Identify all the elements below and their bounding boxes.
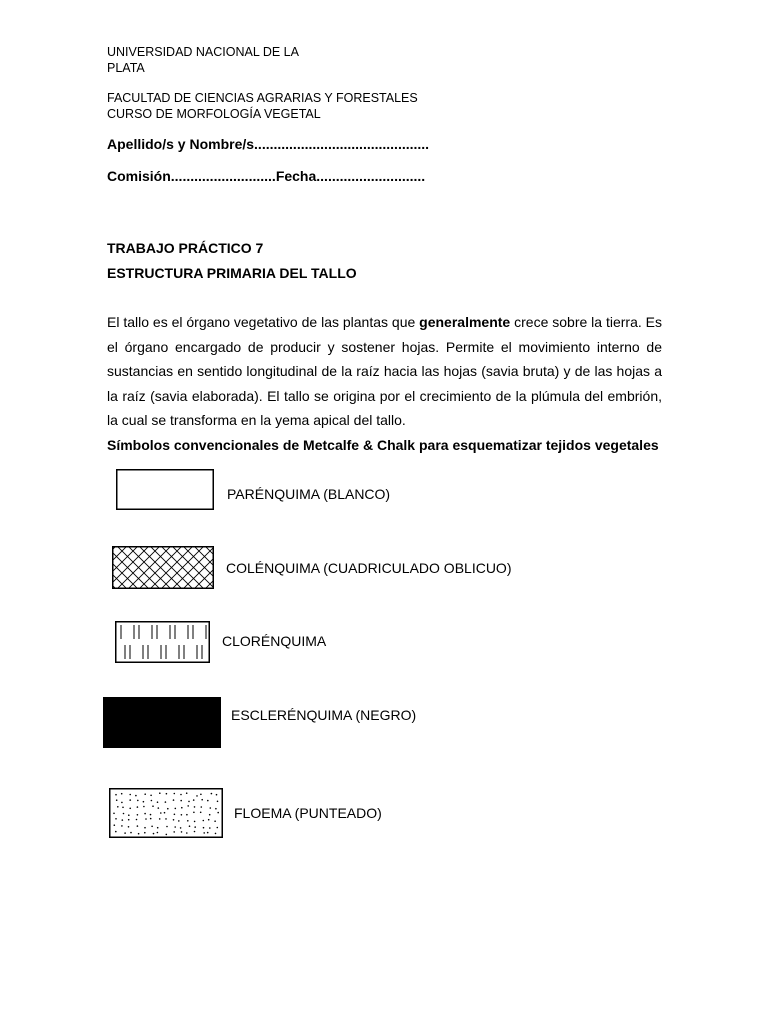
intro-emphasis: generalmente: [419, 314, 511, 330]
chlorenchyma-label: CLORÉNQUIMA: [222, 633, 327, 649]
sclerenchyma-label: ESCLERÉNQUIMA (NEGRO): [231, 707, 417, 723]
phloem-label: FLOEMA (PUNTEADO): [234, 805, 382, 821]
collenchyma-label: COLÉNQUIMA (CUADRICULADO OBLICUO): [226, 560, 512, 576]
commission-date-line: [107, 168, 425, 184]
course-name: CURSO DE MORFOLOGÍA VEGETAL: [107, 107, 321, 121]
phloem-swatch: [109, 788, 223, 838]
faculty-name: FACULTAD DE CIENCIAS AGRARIAS Y FORESTALES: [107, 91, 418, 105]
collenchyma-swatch: [112, 546, 214, 589]
commission-field-label: Comisión...........................: [107, 168, 276, 184]
intro-paragraph: [107, 310, 662, 433]
intro-text-part-2: crece sobre la tierra. Es el órgano encargado de producir y sostener hojas. Permite el movimiento interno de sustancias en sentido longitudinal de la raíz hacia las hojas (savia bruta) y de las hojas a la raíz (savia elaborada). El tallo se origina por el crecimiento de la plúmula del embrión, la cual se transforma en la yema apical del tallo.: [107, 314, 662, 428]
stem-structure-title: ESTRUCTURA PRIMARIA DEL TALLO: [107, 265, 357, 281]
chlorenchyma-swatch: [115, 621, 210, 663]
faculty-block: [107, 90, 418, 122]
parenchyma-label: PARÉNQUIMA (BLANCO): [227, 486, 391, 502]
symbols-heading: Símbolos convencionales de Metcalfe & Chalk para esquematizar tejidos vegetales: [107, 437, 659, 453]
name-field-label: Apellido/s y Nombre/s.............................................: [107, 136, 430, 152]
university-name: [107, 44, 299, 76]
university-line-2: PLATA: [107, 61, 145, 75]
university-line-1: UNIVERSIDAD NACIONAL DE LA: [107, 45, 299, 59]
practical-work-title: TRABAJO PRÁCTICO 7: [107, 240, 264, 256]
sclerenchyma-swatch: [103, 697, 221, 748]
date-field-label: Fecha............................: [275, 168, 426, 184]
intro-text-part-1: El tallo es el órgano vegetativo de las plantas que: [107, 314, 420, 330]
parenchyma-swatch: [116, 469, 214, 510]
